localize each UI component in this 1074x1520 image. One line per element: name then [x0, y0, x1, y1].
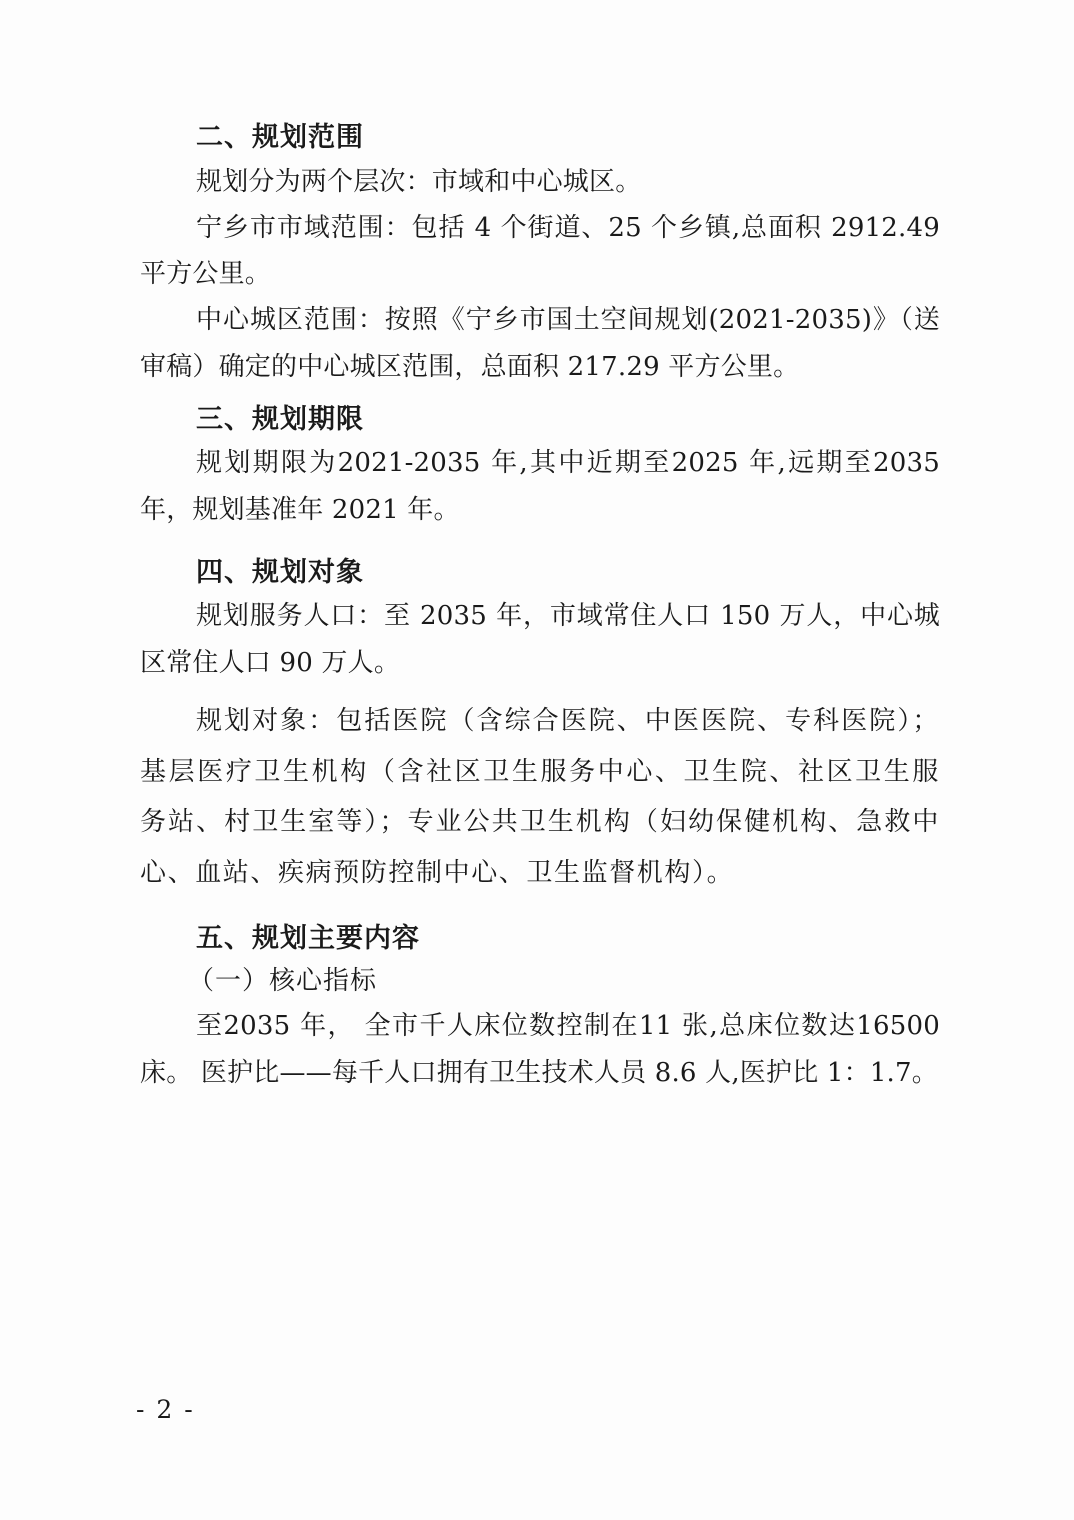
paragraph-planning-objects: 规划对象：包括医院（含综合医院、中医医院、专科医院）；基层医疗卫生机构（含社区卫生服务中心、卫生院、社区卫生服务站、村卫生室等）；专业公共卫生机构（妇幼保健机构、急救中心、血站、疾病预防控制中心、卫生监督机构）。	[140, 705, 940, 888]
paragraph-service-population: 规划服务人口：至 2035 年，市域常住人口 150 万人，中心城区常住人口 90 万人。	[140, 601, 940, 678]
paragraph-planning-period: 规划期限为2021-2035 年,其中近期至2025 年,远期至2035 年，规划基准年 2021 年。	[140, 448, 940, 525]
subsection-heading-core-indicators: （一）核心指标	[188, 966, 378, 997]
section-heading-4: 四、规划对象	[196, 556, 364, 588]
section-heading-2: 二、规划范围	[196, 122, 364, 153]
paragraph-planning-levels: 规划分为两个层次：市域和中心城区。	[196, 166, 642, 197]
document-body	[140, 118, 940, 1096]
paragraph-central-urban-scope: 中心城区范围：按照《宁乡市国土空间规划(2021-2035)》（送审稿）确定的中心城区范围，总面积 217.29 平方公里。	[140, 305, 940, 382]
paragraph-city-scope: 宁乡市市域范围：包括 4 个街道、25 个乡镇,总面积 2912.49 平方公里。	[140, 212, 940, 290]
section-heading-5: 五、规划主要内容	[196, 922, 420, 954]
page-number: - 2 -	[136, 1395, 195, 1424]
section-heading-3: 三、规划期限	[196, 403, 364, 435]
paragraph-core-indicators: 至2035 年， 全市千人床位数控制在11 张,总床位数达16500 床。 医护比——每千人口拥有卫生技术人员 8.6 人,医护比 1：1.7。	[140, 1011, 940, 1088]
